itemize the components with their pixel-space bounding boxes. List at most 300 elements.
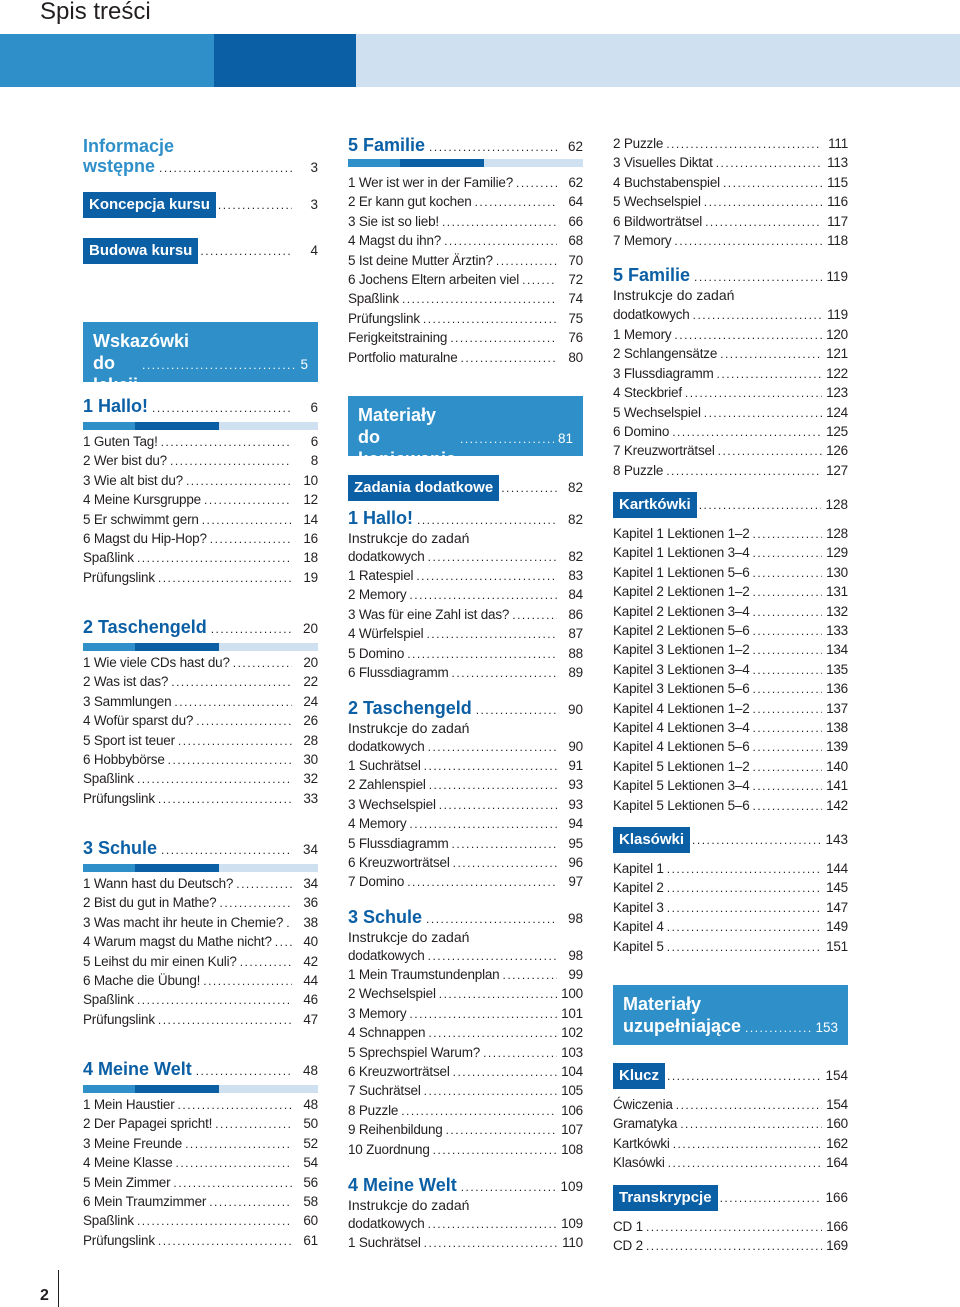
toc-entry[interactable]: [348, 626, 583, 642]
toc-entry[interactable]: [613, 778, 848, 794]
toc-entry[interactable]: [348, 194, 583, 210]
toc-entry[interactable]: [83, 973, 318, 989]
toc-entry[interactable]: [348, 253, 583, 269]
dot-leader: [667, 880, 822, 896]
dot-leader: [718, 443, 822, 459]
toc-entry[interactable]: [613, 307, 848, 323]
dot-leader: [401, 1103, 557, 1119]
entry-page: 40: [303, 934, 318, 950]
dot-leader: [646, 1238, 822, 1254]
dot-leader: [753, 604, 822, 620]
entry-label: 3 Wie alt bist du?: [83, 472, 183, 488]
toc-entry[interactable]: [83, 473, 318, 489]
boxed-heading-label: Transkrypcje: [613, 1185, 718, 1211]
toc-entry[interactable]: [348, 1235, 583, 1251]
toc-entry[interactable]: [613, 424, 848, 440]
boxed-heading-page: 128: [825, 497, 848, 512]
entry-page: 160: [826, 1116, 848, 1132]
toc-entry[interactable]: [83, 1155, 318, 1171]
boxed-heading[interactable]: [83, 238, 318, 264]
page-title: Spis treści: [40, 0, 151, 25]
dot-leader: [439, 986, 557, 1002]
toc-entry[interactable]: [613, 739, 848, 755]
dot-leader: [137, 1213, 292, 1229]
toc-entry[interactable]: [348, 739, 583, 755]
toc-entry[interactable]: [348, 1006, 583, 1022]
entry-page: 164: [826, 1155, 848, 1171]
entry-label: 4 Memory: [348, 816, 407, 832]
dot-leader: [444, 233, 557, 249]
entry-page: 74: [568, 291, 583, 307]
toc-entry[interactable]: [613, 1238, 848, 1254]
entry-label: 7 Suchrätsel: [348, 1083, 421, 1099]
feature-box[interactable]: [83, 322, 318, 395]
toc-entry[interactable]: [613, 861, 848, 877]
toc-entry[interactable]: [83, 934, 318, 950]
toc-entry[interactable]: [348, 1103, 583, 1119]
toc-entry[interactable]: [348, 175, 583, 191]
entry-label: 3 Wechselspiel: [348, 796, 436, 812]
intro-heading[interactable]: [83, 136, 318, 178]
entry-page: 93: [568, 796, 583, 812]
toc-entry[interactable]: [83, 550, 318, 566]
toc-entry[interactable]: [348, 568, 583, 584]
dot-leader: [461, 350, 557, 366]
entry-page: 126: [826, 443, 848, 459]
entry-page: 132: [826, 603, 848, 619]
toc-entry[interactable]: [613, 623, 848, 639]
dot-leader: [426, 626, 557, 642]
boxed-heading-page: 4: [310, 243, 318, 258]
toc-entry[interactable]: [83, 531, 318, 547]
entry-label: Ćwiczenia: [613, 1097, 673, 1112]
entry-label: 6 Kreuzworträtsel: [348, 855, 450, 870]
entry-page: 46: [303, 992, 318, 1008]
boxed-heading[interactable]: [613, 492, 848, 518]
entry-label: 2 Schlangensätze: [613, 346, 718, 362]
section-heading[interactable]: [83, 838, 318, 859]
entry-label: dodatkowych: [348, 1216, 425, 1231]
toc-entry[interactable]: [83, 791, 318, 807]
toc-entry[interactable]: [613, 1219, 848, 1235]
toc-entry[interactable]: [613, 880, 848, 896]
boxed-heading[interactable]: [613, 1185, 848, 1211]
entry-page: 58: [303, 1194, 318, 1209]
toc-entry[interactable]: [348, 1064, 583, 1080]
toc-entry[interactable]: [613, 443, 848, 459]
toc-entry[interactable]: [83, 1175, 318, 1191]
entry-page: 62: [568, 175, 583, 190]
entry-page: 133: [826, 623, 848, 638]
entry-label: 4 Wofür sparst du?: [83, 713, 194, 729]
toc-entry[interactable]: [83, 954, 318, 970]
entry-page: 38: [303, 914, 318, 930]
toc-entry[interactable]: [83, 992, 318, 1008]
toc-entry[interactable]: [613, 136, 848, 152]
boxed-heading[interactable]: [348, 475, 583, 501]
toc-entry[interactable]: [613, 584, 848, 600]
dot-leader: [204, 492, 292, 508]
entry-page: 66: [568, 213, 583, 229]
toc-entry[interactable]: [348, 777, 583, 793]
toc-entry[interactable]: [613, 939, 848, 955]
entry-page: 75: [568, 310, 583, 326]
entry-page: 151: [826, 938, 848, 954]
entry-label: 4 Schnappen: [348, 1025, 426, 1041]
dot-leader: [453, 855, 557, 871]
toc-entry[interactable]: [348, 836, 583, 852]
toc-entry[interactable]: [613, 759, 848, 775]
toc-entry[interactable]: [613, 604, 848, 620]
entry-label: CD 1: [613, 1219, 643, 1234]
dot-leader: [209, 1194, 292, 1210]
entry-page: 52: [303, 1135, 318, 1151]
entry-label: 7 Memory: [613, 233, 672, 248]
toc-entry[interactable]: [348, 330, 583, 346]
dot-leader: [173, 1175, 292, 1191]
entry-label: 1 Suchrätsel: [348, 758, 421, 773]
entry-page: 89: [568, 665, 583, 680]
section-title: 1 Hallo!: [348, 508, 414, 528]
intro-title-line2: wstępne: [83, 156, 156, 176]
entry-page: 101: [561, 1005, 583, 1021]
dot-leader: [753, 584, 822, 600]
toc-entry[interactable]: [613, 1116, 848, 1132]
toc-entry[interactable]: [348, 549, 583, 565]
section-heading[interactable]: [83, 1059, 318, 1080]
feature-box-page: 5: [300, 357, 308, 372]
entry-label: 1 Ratespiel: [348, 568, 414, 583]
section-bar: [83, 864, 318, 872]
dot-leader: [753, 778, 822, 794]
toc-entry[interactable]: [348, 1216, 583, 1232]
entry-label: Kapitel 1 Lektionen 5–6: [613, 564, 750, 580]
toc-entry[interactable]: [613, 175, 848, 191]
page-number: 2: [40, 1287, 49, 1304]
entry-page: 125: [826, 424, 848, 439]
entry-label: 5 Er schwimmt gern: [83, 511, 199, 527]
toc-entry[interactable]: [348, 1025, 583, 1041]
bar-segment-pale: [219, 1085, 318, 1093]
entry-page: 122: [826, 365, 848, 381]
dot-leader: [673, 1136, 822, 1152]
dot-leader: [409, 1006, 557, 1022]
dot-leader: [174, 694, 292, 710]
boxed-heading[interactable]: [83, 192, 318, 218]
entry-label: Klasówki: [613, 1155, 665, 1171]
toc-entry[interactable]: [613, 545, 848, 561]
section-heading[interactable]: [348, 907, 583, 928]
dot-leader: [717, 366, 822, 382]
entry-page: 166: [826, 1219, 848, 1234]
entry-label: Prüfungslink: [83, 569, 155, 585]
entry-label: 3 Memory: [348, 1005, 407, 1021]
entry-page: 61: [303, 1232, 318, 1248]
toc-entry[interactable]: [83, 512, 318, 528]
entry-page: 42: [303, 953, 318, 969]
toc-entry[interactable]: [348, 646, 583, 662]
toc-entry[interactable]: [613, 565, 848, 581]
entry-label: Gramatyka: [613, 1116, 678, 1132]
dot-leader: [693, 307, 822, 323]
toc-entry[interactable]: [613, 526, 848, 542]
entry-page: 137: [826, 700, 848, 716]
section-heading[interactable]: [83, 396, 318, 417]
toc-entry[interactable]: [348, 986, 583, 1002]
toc-entry[interactable]: [613, 214, 848, 230]
entry-label: 10 Zuordnung: [348, 1141, 430, 1157]
entry-label: 5 Flussdiagramm: [348, 835, 449, 851]
dot-leader: [409, 816, 557, 832]
section-page: 109: [560, 1179, 583, 1194]
dot-leader: [417, 513, 557, 527]
boxed-heading-label: Zadania dodatkowe: [348, 475, 499, 501]
toc-entry[interactable]: [348, 607, 583, 623]
dot-leader: [753, 526, 822, 542]
toc-entry[interactable]: [83, 1136, 318, 1152]
toc-entry[interactable]: [83, 492, 318, 508]
entry-label: 5 Sport ist teuer: [83, 732, 175, 748]
entry-page: 131: [826, 584, 848, 600]
entry-label: 2 Er kann gut kochen: [348, 194, 472, 210]
entry-page: 127: [826, 462, 848, 478]
toc-entry[interactable]: [83, 674, 318, 690]
toc-entry[interactable]: [348, 587, 583, 603]
dot-leader: [233, 655, 292, 671]
entry-label: 2 Was ist das?: [83, 674, 169, 690]
toc-entry[interactable]: [613, 346, 848, 362]
toc-entry[interactable]: [348, 1083, 583, 1099]
toc-entry[interactable]: [348, 967, 583, 983]
toc-entry[interactable]: [613, 405, 848, 421]
section-heading[interactable]: [83, 617, 318, 638]
toc-entry[interactable]: [83, 915, 318, 931]
feature-box-title-line1: Wskazówki: [93, 331, 190, 351]
feature-box[interactable]: [348, 396, 583, 469]
dot-leader: [416, 568, 557, 584]
dot-leader: [155, 158, 292, 178]
toc-entry[interactable]: [83, 1194, 318, 1210]
entry-page: 111: [828, 136, 848, 151]
dot-leader: [456, 428, 554, 450]
toc-entry[interactable]: [348, 948, 583, 964]
section-heading[interactable]: [348, 508, 583, 529]
entry-label: CD 2: [613, 1238, 643, 1254]
bar-segment-pale: [219, 422, 318, 430]
toc-entry[interactable]: [348, 1122, 583, 1138]
toc-entry[interactable]: [348, 816, 583, 832]
entry-page: 94: [568, 816, 583, 832]
entry-page: 22: [303, 674, 318, 690]
section-bar: [83, 643, 318, 651]
toc-entry[interactable]: [613, 194, 848, 210]
toc-entry[interactable]: [348, 758, 583, 774]
section-title: 3 Schule: [83, 838, 158, 858]
toc-entry[interactable]: [613, 1136, 848, 1152]
dot-leader: [198, 244, 292, 258]
toc-entry[interactable]: [613, 155, 848, 171]
toc-entry[interactable]: [613, 642, 848, 658]
entry-page: 47: [303, 1011, 318, 1027]
dot-leader: [158, 791, 292, 807]
toc-entry[interactable]: [613, 385, 848, 401]
entry-page: 149: [826, 919, 848, 935]
entry-label: 2 Der Papagei spricht!: [83, 1116, 213, 1132]
dot-leader: [409, 587, 557, 603]
section-heading[interactable]: [348, 1175, 583, 1196]
toc-entry[interactable]: [83, 771, 318, 787]
toc-entry[interactable]: [348, 665, 583, 681]
entry-page: 123: [826, 385, 848, 401]
dot-leader: [428, 1025, 557, 1041]
toc-entry[interactable]: [83, 1116, 318, 1132]
entry-label: 5 Mein Zimmer: [83, 1174, 171, 1190]
entry-label: 5 Wechselspiel: [613, 404, 701, 420]
section-heading[interactable]: [348, 698, 583, 719]
toc-entry[interactable]: [613, 1097, 848, 1113]
toc-entry[interactable]: [613, 366, 848, 382]
entry-label: Kapitel 5 Lektionen 3–4: [613, 778, 750, 794]
toc-entry[interactable]: [348, 855, 583, 871]
toc-entry[interactable]: [83, 733, 318, 749]
subheading-text: Instrukcje do zadań: [348, 720, 470, 736]
toc-entry[interactable]: [83, 1097, 318, 1113]
entry-label: Kapitel 3 Lektionen 3–4: [613, 661, 750, 677]
toc-entry[interactable]: [613, 701, 848, 717]
toc-entry[interactable]: [83, 876, 318, 892]
toc-entry[interactable]: [613, 681, 848, 697]
boxed-heading[interactable]: [613, 1063, 848, 1089]
toc-entry[interactable]: [613, 900, 848, 916]
toc-entry[interactable]: [83, 1213, 318, 1229]
toc-entry[interactable]: [613, 662, 848, 678]
entry-label: 1 Mein Traumstundenplan: [348, 967, 500, 982]
entry-label: 5 Ist deine Mutter Ärztin?: [348, 252, 493, 268]
toc-entry[interactable]: [613, 1155, 848, 1171]
toc-entry[interactable]: [83, 570, 318, 586]
bar-segment-light: [348, 159, 400, 167]
entry-label: 6 Domino: [613, 424, 670, 439]
dot-leader: [429, 777, 557, 793]
toc-entry[interactable]: [348, 291, 583, 307]
boxed-heading[interactable]: [613, 827, 848, 853]
bar-segment-dark: [135, 643, 219, 651]
toc-entry[interactable]: [348, 1142, 583, 1158]
toc-entry[interactable]: [348, 233, 583, 249]
entry-label: Prüfungslink: [83, 1011, 155, 1027]
toc-entry[interactable]: [83, 1012, 318, 1028]
dot-leader: [137, 771, 292, 787]
toc-entry[interactable]: [613, 720, 848, 736]
dot-leader: [137, 992, 292, 1008]
entry-label: 3 Was macht ihr heute in Chemie?: [83, 914, 284, 930]
boxed-heading-page: 166: [825, 1190, 848, 1205]
toc-entry[interactable]: [83, 453, 318, 469]
toc-entry[interactable]: [83, 752, 318, 768]
entry-page: 106: [561, 1102, 583, 1118]
toc-entry[interactable]: [83, 713, 318, 729]
entry-page: 130: [826, 564, 848, 580]
dot-leader: [196, 713, 292, 729]
dot-leader: [450, 330, 557, 346]
toc-entry[interactable]: [613, 233, 848, 249]
dot-leader: [240, 954, 292, 970]
dot-leader: [694, 270, 822, 284]
toc-entry[interactable]: [348, 874, 583, 890]
dot-leader: [718, 1191, 822, 1205]
entry-label: Kapitel 2 Lektionen 1–2: [613, 584, 750, 600]
entry-page: 134: [826, 642, 848, 658]
dot-leader: [429, 140, 557, 154]
section-heading[interactable]: [348, 135, 583, 156]
entry-label: 4 Würfelspiel: [348, 626, 424, 642]
toc-entry[interactable]: [83, 655, 318, 671]
bar-segment-pale: [219, 864, 318, 872]
toc-entry[interactable]: [348, 350, 583, 366]
entry-label: 6 Mache die Übung!: [83, 973, 201, 988]
entry-label: 6 Mein Traumzimmer: [83, 1194, 207, 1209]
toc-entry[interactable]: [83, 434, 318, 450]
feature-box[interactable]: [613, 985, 848, 1045]
feature-box-title-line1: Materiały: [358, 405, 437, 425]
entry-label: 8 Puzzle: [348, 1102, 399, 1118]
section-bar: [83, 1085, 318, 1093]
section-page: 6: [310, 400, 318, 415]
section-heading[interactable]: [613, 265, 848, 286]
entry-page: 113: [827, 155, 848, 171]
dot-leader: [753, 662, 822, 678]
dot-leader: [178, 1097, 292, 1113]
toc-entry[interactable]: [613, 919, 848, 935]
dot-leader: [720, 346, 822, 362]
entry-page: 36: [303, 895, 318, 911]
toc-entry[interactable]: [83, 895, 318, 911]
dot-leader: [428, 1216, 557, 1232]
toc-entry[interactable]: [348, 214, 583, 230]
entry-label: Kapitel 3: [613, 899, 664, 915]
dot-leader: [402, 291, 557, 307]
toc-entry[interactable]: [348, 1045, 583, 1061]
dot-leader: [667, 861, 822, 877]
toc-entry[interactable]: [613, 798, 848, 814]
header-band-light: [0, 34, 214, 87]
entry-page: 119: [827, 307, 848, 322]
dot-leader: [753, 759, 822, 775]
toc-entry[interactable]: [83, 1233, 318, 1249]
entry-page: 110: [562, 1235, 583, 1250]
entry-label: 1 Wer ist wer in der Familie?: [348, 175, 514, 190]
toc-entry[interactable]: [348, 797, 583, 813]
entry-label: 5 Leihst du mir einen Kuli?: [83, 953, 237, 969]
entry-page: 116: [827, 194, 848, 210]
entry-page: 72: [568, 272, 583, 287]
dot-leader: [499, 481, 557, 495]
dot-leader: [178, 733, 292, 749]
section-title: 1 Hallo!: [83, 396, 149, 416]
entry-page: 141: [826, 778, 848, 794]
entry-label: 6 Jochens Eltern arbeiten viel: [348, 272, 520, 287]
entry-page: 6: [310, 434, 318, 449]
toc-entry[interactable]: [83, 694, 318, 710]
toc-entry[interactable]: [348, 272, 583, 288]
toc-entry[interactable]: [613, 463, 848, 479]
toc-entry[interactable]: [613, 327, 848, 343]
entry-page: 105: [561, 1083, 583, 1099]
dot-leader: [723, 175, 822, 191]
entry-page: 82: [568, 549, 583, 564]
entry-label: Kapitel 1: [613, 861, 664, 876]
toc-entry[interactable]: [348, 311, 583, 327]
